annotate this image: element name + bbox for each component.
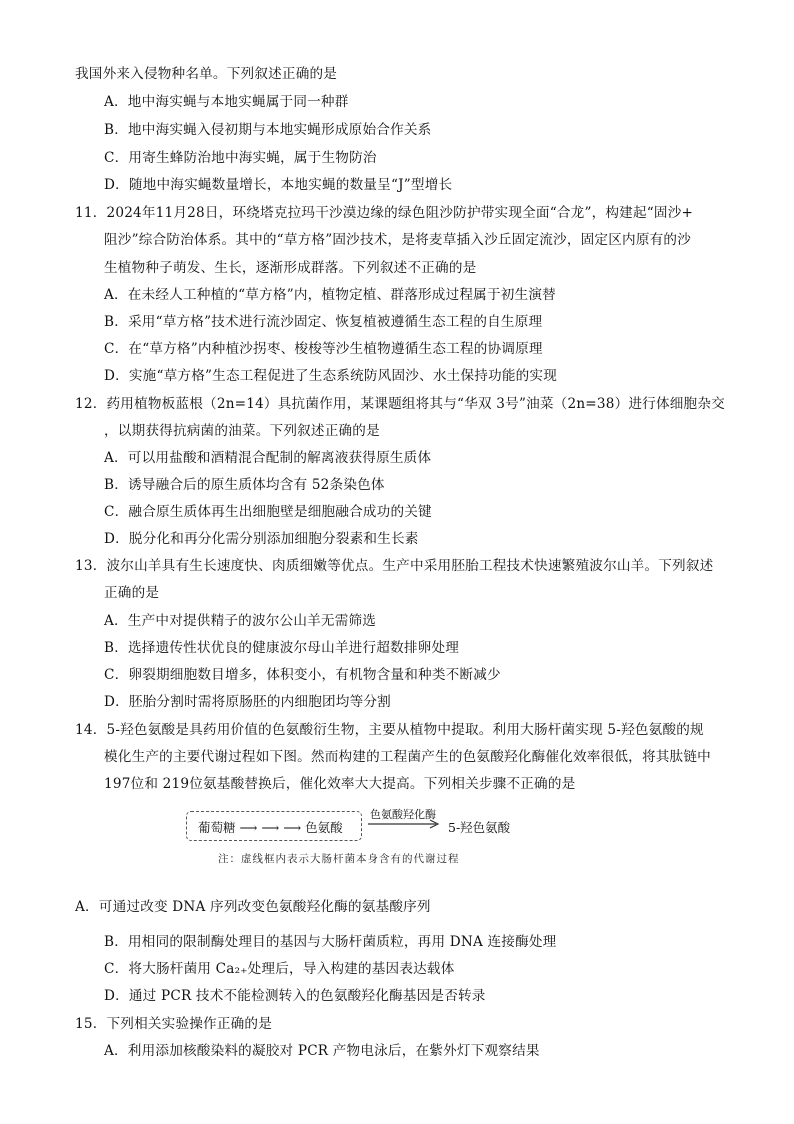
reaction-arrow-icon <box>366 817 444 831</box>
q15-stem: 15．下列相关实验操作正确的是 <box>75 1016 273 1032</box>
q10-option-b: B．地中海实蝇入侵初期与本地实蝇形成原始合作关系 <box>104 122 432 138</box>
q13-option-b: B．选择遗传性状优良的健康波尔母山羊进行超数排卵处理 <box>104 640 460 656</box>
q10-option-a: A．地中海实蝇与本地实蝇属于同一种群 <box>104 94 349 110</box>
q13-option-d: D．胚胎分割时需将原肠胚的内细胞团均等分割 <box>104 694 391 710</box>
q11-stem-line1: 11．2024年11月28日，环绕塔克拉玛干沙漠边缘的绿色阻沙防护带实现全面“合龙”，构建起“固沙+ <box>75 205 694 221</box>
q14-stem-line3: 197位和 219位氨基酸替换后，催化效率大大提高。下列相关步骤不正确的是 <box>104 776 576 792</box>
q12-option-c: C．融合原生质体再生出细胞壁是细胞融合成功的关键 <box>104 504 432 520</box>
q10-stem-tail: 我国外来入侵物种名单。下列叙述正确的是 <box>75 66 338 82</box>
q12-stem-line1: 12．药用植物板蓝根（2n=14）具抗菌作用，某课题组将其与“华双 3号”油菜（2n=38）进行体细胞杂交 <box>75 396 725 412</box>
pathway-diagram <box>186 807 516 867</box>
q11-option-c: C．在“草方格”内种植沙拐枣、梭梭等沙生植物遵循生态工程的协调原理 <box>104 341 543 357</box>
q14-stem-line2: 模化生产的主要代谢过程如下图。然而构建的工程菌产生的色氨酸羟化酶催化效率很低，将其肽链中 <box>104 749 711 765</box>
q14-option-b: B．用相同的限制酶处理目的基因与大肠杆菌质粒，再用 DNA 连接酶处理 <box>104 934 557 950</box>
q14-option-c: C．将大肠杆菌用 Ca₂₊处理后，导入构建的基因表达载体 <box>104 961 455 977</box>
q11-stem-line3: 生植物种子萌发、生长，逐渐形成群落。下列叙述不正确的是 <box>104 260 477 276</box>
product-label: 5-羟色氨酸 <box>448 820 511 835</box>
enzyme-label: 色氨酸羟化酶 <box>370 808 436 821</box>
q14-option-a: A．可通过改变 DNA 序列改变色氨酸羟化酶的氨基酸序列 <box>75 899 431 915</box>
q12-stem-line2: ，以期获得抗病菌的油菜。下列叙述正确的是 <box>104 423 380 439</box>
q13-stem-line1: 13．波尔山羊具有生长速度快、肉质细嫩等优点。生产中采用胚胎工程技术快速繁殖波尔山羊。下列叙述 <box>75 558 714 574</box>
q11-option-d: D．实施“草方格”生态工程促进了生态系统防风固沙、水土保持功能的实现 <box>104 368 558 384</box>
q11-option-b: B．采用“草方格”技术进行流沙固定、恢复植被遵循生态工程的自生原理 <box>104 314 543 330</box>
q12-option-a: A．可以用盐酸和酒精混合配制的解离液获得原生质体 <box>104 450 432 466</box>
q14-stem-line1: 14．5-羟色氨酸是具药用价值的色氨酸衍生物，主要从植物中提取。利用大肠杆菌实现 5-羟色氨酸的规 <box>75 722 704 738</box>
q14-option-d: D．通过 PCR 技术不能检测转入的色氨酸羟化酶基因是否转录 <box>104 988 486 1004</box>
q15-option-a: A．利用添加核酸染料的凝胶对 PCR 产物电泳后，在紫外灯下观察结果 <box>104 1043 540 1059</box>
q10-option-c: C．用寄生蜂防治地中海实蝇，属于生物防治 <box>104 150 377 166</box>
q13-option-c: C．卵裂期细胞数目增多，体积变小，有机物含量和种类不断减少 <box>104 667 501 683</box>
q13-stem-line2: 正确的是 <box>104 585 160 601</box>
pathway-flow-text: 葡萄糖 ⟶ ⟶ ⟶ 色氨酸 <box>198 820 343 835</box>
q10-option-d: D．随地中海实蝇数量增长，本地实蝇的数量呈“J”型增长 <box>104 177 453 193</box>
q13-option-a: A．生产中对提供精子的波尔公山羊无需筛选 <box>104 613 377 629</box>
q11-stem-line2: 阻沙”综合防治体系。其中的“草方格”固沙技术，是将麦草插入沙丘固定流沙，固定区内原有的沙 <box>104 232 691 248</box>
q11-option-a: A．在未经人工种植的“草方格”内，植物定植、群落形成过程属于初生演替 <box>104 287 556 303</box>
q12-option-b: B．诱导融合后的原生质体均含有 52条染色体 <box>104 477 385 493</box>
q12-option-d: D．脱分化和再分化需分别添加细胞分裂素和生长素 <box>104 531 419 547</box>
diagram-note: 注：虚线框内表示大肠杆菌本身含有的代谢过程 <box>218 853 460 865</box>
